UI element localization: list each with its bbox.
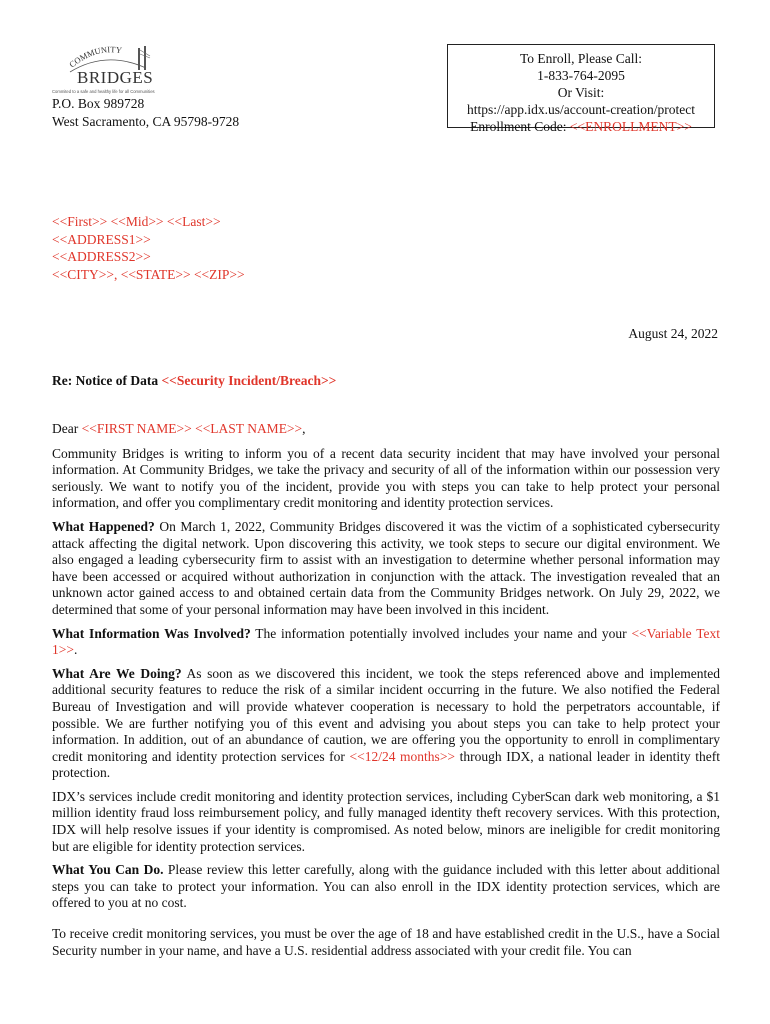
what-doing-end: through IDX, a national leader in identity theft protection.: [52, 748, 720, 781]
what-happened-heading: What Happened?: [52, 518, 155, 534]
what-you-can-do-text: Please review this letter carefully, along with the guidance included with this letter about additional steps you can take to protect your information. You can also enroll in the IDX identity protection services, which are offered to you at no cost.: [52, 862, 720, 911]
enroll-phone: 1-833-764-2095: [537, 68, 625, 83]
salutation-prefix: Dear: [52, 421, 82, 436]
bridge-logo-icon: [50, 42, 186, 96]
letter-date: August 24, 2022: [628, 326, 718, 341]
what-doing-text: As soon as we discovered this incident, we took the steps referenced above and implemented additional security features to reduce the risk of a similar incident occurring in the future. We also notified the Federal Bureau of Investigation and will provide whatever cooperation is necessary to hold the perpetrators accountable, if possible. We are further notifying you of this event and advising you about steps you can take to help protect your information. In addition, out of an abundance of caution, we are offering you the opportunity to enroll in complimentary credit monitoring and identity protection services for: [52, 665, 720, 764]
community-bridges-logo: [50, 42, 186, 96]
enroll-call-label: To Enroll, Please Call:: [519, 51, 643, 66]
logo-tagline: Commited to a safe and healthy life for all Communities: [52, 89, 155, 94]
what-doing-heading: What Are We Doing?: [52, 665, 182, 681]
enrollment-code-placeholder: <<ENROLLMENT>>: [569, 119, 692, 134]
logo-name: BRIDGES: [77, 68, 154, 87]
logo-arc-text: COMMUNITY: [67, 44, 123, 70]
salutation: [52, 421, 720, 438]
enrollment-code-label: Enrollment Code:: [470, 119, 570, 134]
months-placeholder: <<12/24 months>>: [349, 748, 456, 764]
what-you-can-do-heading: What You Can Do.: [52, 862, 164, 878]
salutation-placeholder: <<FIRST NAME>> <<LAST NAME>>: [81, 421, 303, 436]
recipient-address: [52, 213, 245, 283]
subject-prefix: Re: Notice of Data: [52, 373, 162, 388]
recipient-address1: <<ADDRESS1>>: [52, 231, 151, 247]
enroll-url: https://app.idx.us/account-creation/protect: [467, 102, 695, 117]
subject-line: [52, 373, 336, 389]
what-you-can-do-paragraph: [52, 862, 720, 912]
what-happened-paragraph: [52, 519, 720, 619]
idx-services-paragraph: IDX’s services include credit monitoring and identity protection services, including CyberScan dark web monitoring, a $1 million identity fraud loss reimbursement policy, and fully managed identity theft recovery services. With this protection, IDX will help resolve issues if your identity is compromised. As noted below, minors are ineligible for credit monitoring but are eligible for identity protection services.: [52, 788, 720, 854]
enrollment-code: [448, 118, 714, 135]
recipient-name: <<First>> <<Mid>> <<Last>>: [52, 214, 221, 229]
recipient-city-state-zip: <<CITY>>, <<STATE>> <<ZIP>>: [52, 266, 245, 282]
variable-text-placeholder: <<Variable Text 1>>: [52, 625, 720, 658]
return-address-line2: West Sacramento, CA 95798-9728: [52, 114, 240, 129]
enroll-visit-label: Or Visit:: [557, 85, 605, 100]
return-address-line1: P.O. Box 989728: [52, 96, 145, 111]
what-information-paragraph: [52, 626, 720, 659]
what-information-heading: What Information Was Involved?: [52, 625, 251, 641]
credit-monitoring-paragraph: To receive credit monitoring services, you must be over the age of 18 and have established credit in the U.S., have a Social Security number in your name, and have a U.S. residential address associated with your credit file. You can: [52, 926, 720, 958]
what-doing-paragraph: [52, 666, 720, 782]
enrollment-box: [447, 44, 715, 134]
letter-body: [52, 421, 720, 966]
what-information-end: .: [73, 642, 78, 658]
intro-paragraph: Community Bridges is writing to inform you of a recent data security incident that may have involved your personal information. At Community Bridges, we take the privacy and security of all of the information within our possession very seriously. We want to notify you of the incident, provide you with steps you can take to help protect your personal information, and offer you complimentary credit monitoring and identity protection services.: [52, 445, 720, 511]
recipient-address2: <<ADDRESS2>>: [52, 249, 151, 264]
what-happened-text: On March 1, 2022, Community Bridges discovered it was the victim of a sophisticated cybersecurity attack affecting the digital network. Upon discovering this activity, we took steps to secure our digital environment. We also engaged a leading cybersecurity firm to assist with an investigation to determine whether personal information may have been accessed or acquired without authorization in conjunction with the attack. The investigation revealed that an unknown actor gained access to and obtained certain data from the Community Bridges network. On July 29, 2022, we determined that some of your personal information may have been involved in this incident.: [52, 518, 720, 617]
return-address: [52, 95, 239, 131]
salutation-suffix: ,: [302, 421, 306, 436]
subject-placeholder: <<Security Incident/Breach>>: [161, 373, 337, 388]
what-information-text: The information potentially involved includes your name and your: [250, 625, 632, 641]
